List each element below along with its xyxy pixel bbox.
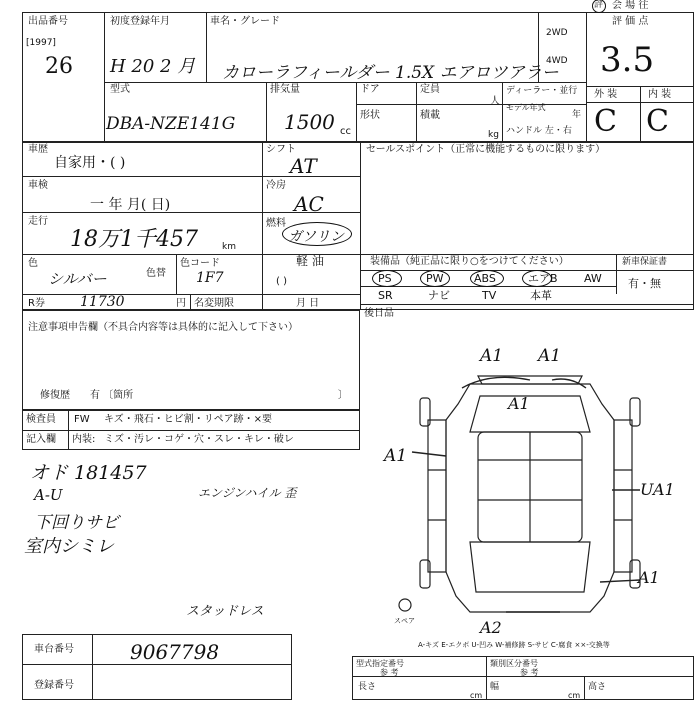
hand-line3: 下回りサビ (34, 513, 119, 533)
lot-label: 出品番号 (28, 16, 68, 27)
fuel-value: ガソリン (288, 229, 344, 245)
lot-value: 26 (45, 54, 73, 79)
color-code-value: 1F7 (196, 270, 224, 286)
notes-row2: ミズ・汚レ・コゲ・穴・スレ・キレ・破レ (104, 434, 294, 445)
hand-right1: エンジンハイル 歪 (198, 486, 297, 500)
equip-leather: 本革 (530, 289, 552, 302)
chassis-value: 9067798 (130, 640, 220, 664)
new-car-label: 新車保証書 (622, 257, 668, 267)
top-title-fragment: 会 場 往 (612, 0, 649, 11)
dealer-label: ディーラー・並行 (506, 86, 578, 96)
equip-aw: AW (584, 272, 602, 285)
displacement-unit: cc (340, 126, 351, 137)
year-unit: 年 (572, 110, 582, 120)
hand-line1: オド 181457 (30, 462, 147, 484)
first-reg-value: H 20 2 月 (110, 56, 196, 77)
notes-row2-prefix: 内装: (72, 434, 96, 445)
color-value: シルバー (48, 270, 107, 288)
fuel-label: 燃料 (266, 218, 286, 229)
recycle-unit: 円 (176, 298, 186, 309)
damage-mark-left-side: A1 (384, 446, 408, 466)
damage-mark-front-left: A1 (480, 346, 504, 366)
model-year-label: モデル年式 (506, 103, 546, 112)
color-label: 色 (28, 258, 38, 269)
class-label: 類別区分番号 (490, 659, 538, 668)
exterior-value: C (594, 104, 617, 139)
capacity-label: 定員 (420, 84, 440, 95)
equipment-label: 装備品（純正品に限り○をつけてください） (370, 256, 569, 267)
fuel-alt: 軽 油 (296, 254, 324, 268)
drive-4wd: 4WD (546, 56, 568, 66)
model-value: DBA-NZE141G (106, 114, 236, 134)
handle-label: ハンドル 左・右 (506, 126, 572, 136)
reference-label-1: 参 考 (380, 668, 399, 677)
inspection-label: 車検 (28, 180, 48, 191)
equip-sr: SR (378, 289, 393, 302)
capacity-unit: 人 (490, 96, 500, 107)
notes-label: 注意事項申告欄（不具合内容等は具体的に記入して下さい） (28, 322, 298, 333)
width-label: 幅 (490, 682, 500, 692)
inspection-value: 一 年 月( 日) (90, 197, 171, 213)
damage-mark-rear: A2 (480, 618, 502, 637)
cm-unit-1: cm (470, 691, 483, 700)
mileage-label: 走行 (28, 216, 48, 227)
rear-seat-label: 後日品 (364, 308, 394, 319)
shape-label: 形状 (360, 110, 380, 121)
fuel-paren: ( ) (276, 276, 287, 287)
height-label: 高さ (588, 682, 607, 692)
mileage-value: 18万1千457 (70, 227, 198, 252)
score-label: 評 価 点 (612, 16, 649, 27)
repair-value: 有 〔箇所 (90, 390, 134, 401)
recycle-value: 11730 (80, 294, 125, 310)
displacement-value: 1500 (284, 110, 335, 134)
color-code-label: 色コード (180, 258, 220, 269)
name-label: 車名・グレード (210, 16, 280, 27)
interior-value: C (646, 104, 669, 139)
damage-mark-front-right: A1 (538, 346, 562, 366)
sales-point-label: セールスポイント（正常に機能するものに限ります） (366, 144, 606, 155)
interior-label: 内 装 (648, 89, 672, 100)
reference-label-2: 参 考 (520, 668, 539, 677)
displacement-label: 排気量 (270, 84, 300, 95)
nominal-label: 名変期限 (194, 298, 234, 309)
ac-value: AC (294, 192, 324, 216)
equip-abs: ABS (474, 272, 496, 285)
first-reg-label: 初度登録年月 (110, 16, 170, 27)
fw-label: FW (74, 414, 90, 425)
hand-right2: スタッドレス (186, 604, 264, 619)
recycle-label: R券 (28, 298, 45, 309)
color-no-label: 色替 (146, 268, 166, 279)
category-value: 自家用・( ) (54, 155, 126, 171)
lot-sub: [1997] (26, 38, 56, 48)
shift-label: シフト (266, 144, 296, 155)
ac-label: 冷房 (266, 180, 286, 191)
shift-value: AT (290, 154, 317, 178)
load-unit: kg (488, 130, 499, 140)
category-label: 車歴 (28, 144, 48, 155)
length-label: 長さ (358, 682, 377, 692)
damage-legend: A-キズ E-エクボ U-凹み W-補修跡 S-サビ C-腐食 ××-交換等 (418, 641, 610, 649)
damage-mark-hood: A1 (508, 394, 530, 413)
equip-ps: PS (378, 272, 392, 285)
name-value: カローラフィールダー 1.5X エアロツアラー (222, 63, 559, 83)
repair-close: 〕 (338, 390, 348, 401)
hand-line2: A-U (34, 486, 63, 504)
model-label: 型式 (110, 84, 130, 95)
model-cert-label: 型式指定番号 (356, 659, 404, 668)
reg-label: 登録番号 (34, 680, 74, 691)
drive-2wd: 2WD (546, 28, 568, 38)
mileage-unit: km (222, 242, 236, 252)
score-value: 3.5 (600, 40, 655, 80)
spare-label: スペア (394, 617, 415, 625)
equip-navi: ナビ (428, 289, 450, 302)
equip-pw: PW (426, 272, 444, 285)
equip-tv: TV (482, 289, 497, 302)
door-label: ドア (360, 84, 380, 95)
entry-label: 記入欄 (26, 434, 56, 445)
repair-label: 修復歴 (40, 390, 70, 401)
cm-unit-2: cm (568, 691, 581, 700)
nominal-value: 月 日 (296, 298, 320, 309)
equip-airbag: エアB (528, 272, 558, 285)
new-car-value: 有・無 (628, 277, 661, 290)
hand-line4: 室内シミレ (24, 536, 114, 557)
notes-row1: キズ・飛石・ヒビ割・リペア跡・×要 (104, 414, 272, 425)
exterior-label: 外 装 (594, 89, 618, 100)
inspector-label: 検査員 (26, 414, 56, 425)
damage-mark-right-side: UA1 (640, 480, 675, 499)
damage-mark-rear-right: A1 (638, 568, 660, 587)
score-badge: 評 (594, 0, 604, 10)
load-label: 積載 (420, 110, 440, 121)
chassis-label: 車台番号 (34, 644, 74, 655)
